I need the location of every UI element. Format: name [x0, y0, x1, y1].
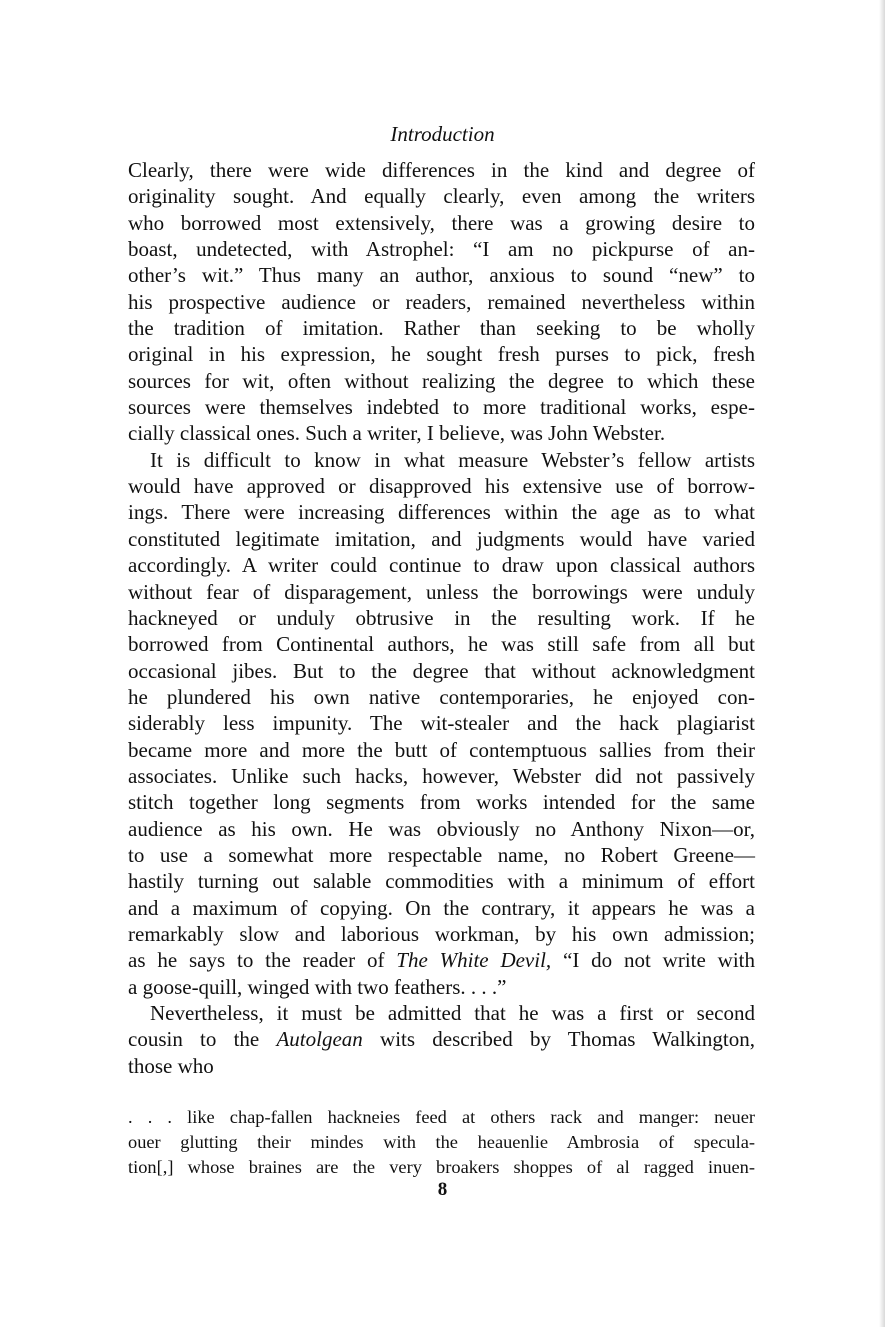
text-line: and a maximum of copying. On the contrary, it appears he was a [128, 895, 755, 920]
page-number: 8 [437, 1179, 448, 1200]
page-edge-shadow [879, 0, 885, 1327]
text-line: sources were themselves indebted to more traditional works, espe- [128, 395, 755, 420]
text-line: to use a somewhat more respectable name, no Robert Greene— [128, 842, 755, 867]
text-line: sources for wit, often without realizing the degree to which these [128, 368, 755, 393]
running-header: Introduction [390, 122, 495, 146]
work-title: The White Devil, [396, 948, 552, 973]
text-line: originality sought. And equally clearly, even among the writers [128, 184, 755, 209]
text-line: he plundered his own native contemporaries, he enjoyed con- [128, 684, 755, 709]
text-line: ings. There were increasing differences within the age as to what [128, 500, 755, 525]
block-quote [128, 1105, 755, 1180]
text-segment: as he says to the reader of [128, 948, 397, 973]
text-line [128, 1026, 755, 1052]
quote-line: ouer glutting their mindes with the heauenlie Ambrosia of specula- [128, 1132, 755, 1152]
text-line: his prospective audience or readers, remained nevertheless within [128, 289, 755, 314]
text-line: those who [128, 1053, 214, 1078]
text-line: would have approved or disapproved his extensive use of borrow- [128, 474, 755, 499]
text-segment: wits described by Thomas Walkington, [362, 1027, 755, 1052]
body-text [128, 157, 755, 1079]
text-line: who borrowed most extensively, there was a growing desire to [128, 210, 755, 235]
text-line: accordingly. A writer could continue to draw upon classical authors [128, 553, 755, 578]
text-line: other’s wit.” Thus many an author, anxious to sound “new” to [128, 263, 755, 288]
text-line: the tradition of imitation. Rather than seeking to be wholly [128, 316, 755, 341]
text-line: It is difficult to know in what measure Webster’s fellow artists [150, 447, 755, 472]
text-line: borrowed from Continental authors, he was still safe from all but [128, 632, 755, 657]
quote-line: tion[,] whose braines are the very broakers shoppes of al ragged inuen- [128, 1157, 755, 1177]
text-line: constituted legitimate imitation, and judgments would have varied [128, 526, 755, 551]
text-line: boast, undetected, with Astrophel: “I am no pickpurse of an- [128, 237, 755, 262]
text-line: remarkably slow and laborious workman, by his own admission; [128, 921, 755, 946]
quote-line: . . . like chap-fallen hackneies feed at others rack and manger: neuer [128, 1107, 755, 1127]
text-line: stitch together long segments from works intended for the same [128, 790, 755, 815]
text-line: siderably less impunity. The wit-stealer and the hack plagiarist [128, 711, 755, 736]
text-line: associates. Unlike such hacks, however, Webster did not passively [128, 763, 755, 788]
italic-term: Autolgean [276, 1027, 363, 1052]
text-line: occasional jibes. But to the degree that without acknowledgment [128, 658, 755, 683]
text-line: without fear of disparagement, unless the borrowings were unduly [128, 579, 755, 604]
text-line: cially classical ones. Such a writer, I believe, was John Webster. [128, 421, 666, 446]
text-line: hackneyed or unduly obtrusive in the resulting work. If he [128, 605, 755, 630]
text-line: original in his expression, he sought fresh purses to pick, fresh [128, 342, 755, 367]
text-line: Nevertheless, it must be admitted that he was a first or second [150, 1001, 755, 1025]
text-line: audience as his own. He was obviously no Anthony Nixon—or, [128, 816, 755, 841]
text-line: a goose-quill, winged with two feathers. . . .” [128, 974, 507, 999]
text-segment: “I do not write with [551, 948, 755, 973]
text-line: became more and more the butt of contemptuous sallies from their [128, 737, 755, 762]
text-line [128, 947, 755, 973]
text-line: hastily turning out salable commodities with a minimum of effort [128, 869, 755, 894]
text-line: Clearly, there were wide differences in the kind and degree of [128, 158, 755, 182]
text-segment: cousin to the [128, 1027, 277, 1052]
